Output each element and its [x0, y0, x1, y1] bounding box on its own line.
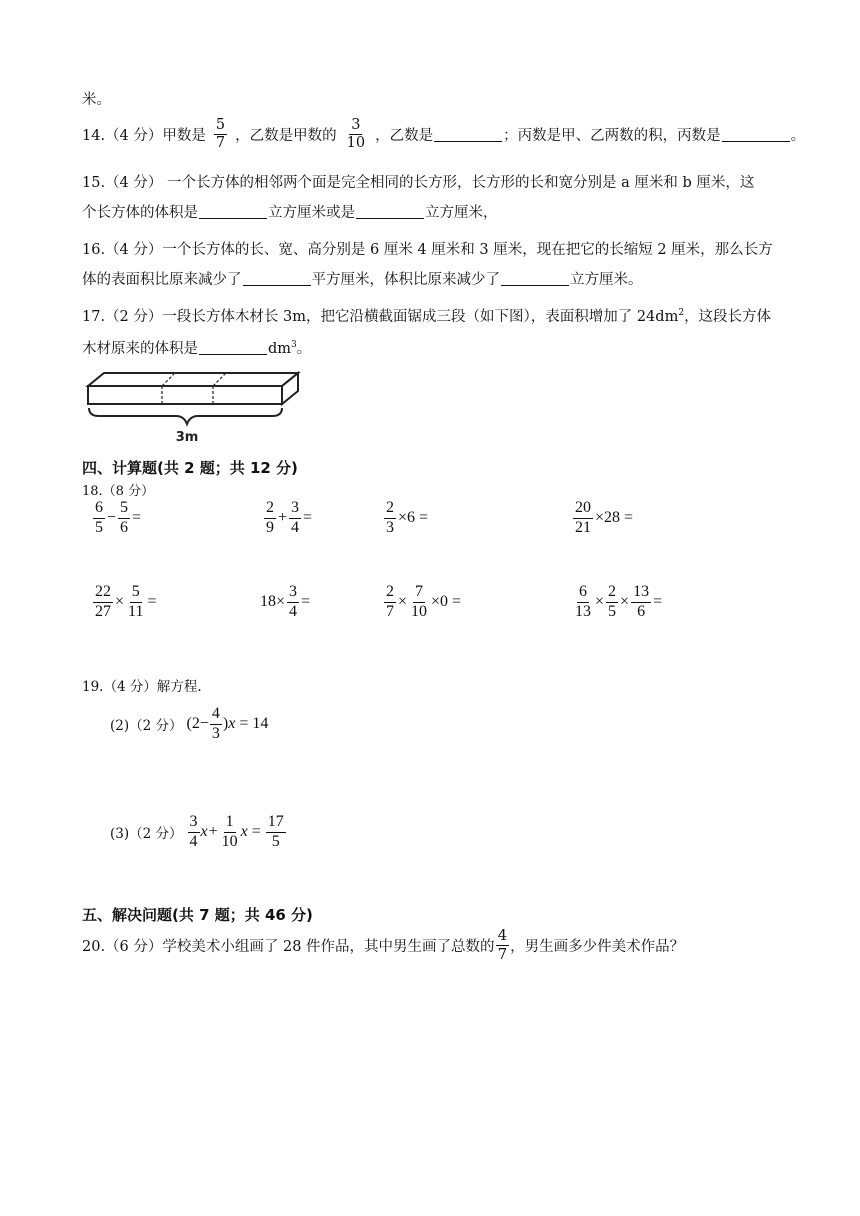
q15-text-1: 个长方体的体积是	[82, 205, 198, 221]
variable-x: x	[240, 823, 248, 841]
q14-fraction-1	[214, 118, 227, 151]
fraction-numerator: 1	[224, 814, 236, 833]
fraction-denominator: 21	[575, 518, 591, 536]
calc-a	[92, 500, 142, 537]
q20-fraction	[496, 928, 510, 963]
question-14	[82, 118, 805, 151]
operator: ×	[115, 593, 125, 611]
q16-text-1: 体的表面积比原来减少了	[82, 272, 242, 288]
q16-text-2: 平方厘米，体积比原来减少了	[311, 272, 500, 288]
superscript: 3	[291, 340, 297, 351]
fraction-denominator: 9	[266, 518, 274, 536]
operator: +	[208, 823, 218, 841]
fraction-numerator: 2	[384, 584, 396, 603]
expression-tail: ×28 =	[595, 509, 634, 527]
fraction-numerator: 2	[264, 500, 276, 519]
calc-g	[383, 584, 462, 621]
q17-text-3: 木材原来的体积是	[82, 341, 198, 357]
question-16-line-1: 16.（4 分）一个长方体的长、宽、高分别是 6 厘米 4 厘米和 3 厘米，现在把它的长缩短 2 厘米，那么长方	[82, 242, 773, 258]
fraction-numerator: 7	[413, 584, 425, 603]
fraction-numerator: 17	[266, 814, 286, 833]
expression-head: 18×	[260, 593, 286, 611]
fraction-numerator: 13	[631, 584, 651, 603]
calc-d	[572, 500, 634, 537]
section-4-title: 四、计算题(共 2 题；共 12 分)	[82, 459, 298, 477]
fraction-denominator: 27	[95, 602, 111, 620]
fraction-denominator: 5	[608, 602, 617, 620]
fraction-numerator: 4	[497, 926, 508, 944]
equation-3-label: (3)（2 分）	[110, 826, 183, 843]
fraction-denominator: 6	[120, 518, 129, 536]
operator: +	[278, 509, 288, 527]
q15-text-3: 立方厘米，	[425, 205, 498, 221]
fraction-numerator: 5	[130, 584, 142, 603]
calc-f	[259, 584, 311, 621]
fraction-denominator: 4	[189, 832, 198, 850]
fraction-denominator: 7	[497, 944, 508, 963]
fraction-numerator: 6	[93, 500, 105, 519]
equals-sign: =	[303, 509, 313, 527]
equals-sign: =	[132, 509, 142, 527]
q14-fraction-2	[345, 118, 367, 151]
answer-blank[interactable]	[356, 204, 424, 219]
equation-head: (2−	[186, 715, 209, 733]
question-17-line-1	[82, 305, 771, 326]
section-5-title: 五、解决问题(共 7 题；共 46 分)	[82, 906, 313, 924]
q20-text-2: ，男生画多少件美术作品？	[510, 938, 685, 955]
q17-text-1: 17.（2 分）一段长方体木材长 3m，把它沿横截面锯成三段（如下图），表面积增加了 24dm	[82, 309, 679, 325]
fraction-denominator: 4	[291, 518, 300, 536]
equation-2-label: (2)（2 分）	[110, 718, 183, 735]
fraction-numerator: 2	[384, 500, 396, 519]
figure-label: 3m	[175, 430, 199, 445]
equals-sign: =	[653, 593, 663, 611]
expression-tail: ×0 =	[431, 593, 462, 611]
q20-text-1: 20.（6 分）学校美术小组画了 28 件作品，其中男生画了总数的	[82, 938, 495, 955]
answer-blank[interactable]	[243, 271, 311, 286]
question-18-label: 18.（8 分）	[82, 484, 155, 499]
text-line-continuation: 米。	[82, 92, 111, 108]
operator: ×	[398, 593, 408, 611]
fraction-denominator: 10	[221, 832, 238, 850]
answer-blank[interactable]	[434, 127, 502, 142]
fraction-numerator: 3	[188, 814, 200, 833]
q17-unit: dm	[268, 341, 292, 357]
fraction-denominator: 5	[95, 518, 103, 536]
q15-text-2: 立方厘米或是	[268, 205, 355, 221]
calc-e	[92, 584, 157, 621]
question-19-label: 19.（4 分）解方程.	[82, 679, 202, 695]
q14-end: 。	[790, 128, 806, 145]
calc-h	[572, 584, 663, 621]
fraction-numerator: 4	[210, 706, 222, 725]
operator: −	[107, 509, 117, 527]
fraction-numerator: 5	[118, 500, 130, 519]
q14-part2: ；丙数是甲、乙两数的积，丙数是	[503, 128, 721, 145]
calc-b	[263, 500, 313, 537]
fraction-denominator: 10	[346, 135, 366, 152]
q16-text-3: 立方厘米。	[570, 272, 643, 288]
fraction-denominator: 10	[411, 602, 428, 620]
equals-sign: =	[247, 823, 265, 841]
q14-part1: ，乙数是	[375, 128, 434, 145]
variable-x: x	[200, 823, 208, 841]
operator: ×	[620, 593, 630, 611]
fraction-numerator: 3	[289, 500, 301, 519]
wood-beam-figure	[84, 368, 304, 446]
equals-sign: =	[301, 593, 311, 611]
question-17-line-2	[82, 337, 311, 358]
calc-c	[383, 500, 429, 537]
question-15-line-1: 15.（4 分） 一个长方体的相邻两个面是完全相同的长方形，长方形的长和宽分别是 a 厘米和 b 厘米，这	[82, 175, 755, 191]
fraction-denominator: 5	[271, 832, 280, 850]
fraction-denominator: 7	[215, 135, 226, 152]
expression-tail: ×6 =	[398, 509, 429, 527]
q14-prefix: 14.（4 分）甲数是	[82, 128, 206, 145]
fraction-numerator: 2	[606, 584, 618, 603]
equals-sign: =	[147, 593, 157, 611]
q14-mid: ，乙数是甲数的	[235, 128, 337, 145]
fraction-denominator: 4	[289, 602, 298, 620]
fraction-numerator: 3	[349, 118, 362, 135]
equation-3	[110, 814, 287, 851]
answer-blank[interactable]	[722, 127, 790, 142]
fraction-numerator: 20	[573, 500, 593, 519]
q17-end: 。	[296, 341, 312, 357]
fraction-numerator: 5	[214, 118, 227, 135]
fraction-numerator: 6	[577, 584, 589, 603]
equation-2	[110, 706, 268, 743]
fraction-denominator: 6	[637, 602, 646, 620]
closing-paren: )	[222, 715, 229, 733]
answer-blank[interactable]	[199, 204, 267, 219]
fraction-denominator: 3	[386, 518, 394, 536]
question-20	[82, 928, 684, 963]
fraction-denominator: 3	[211, 724, 220, 742]
question-15-line-2	[82, 201, 498, 222]
answer-blank[interactable]	[501, 271, 569, 286]
fraction-denominator: 11	[128, 602, 144, 620]
fraction-denominator: 13	[575, 602, 591, 620]
fraction-denominator: 7	[386, 602, 394, 620]
answer-blank[interactable]	[199, 340, 267, 355]
fraction-numerator: 3	[287, 584, 299, 603]
question-16-line-2	[82, 268, 643, 289]
equation-tail: = 14	[235, 715, 269, 733]
q17-text-2: ，这段长方体	[684, 309, 772, 325]
fraction-numerator: 22	[93, 584, 113, 603]
superscript: 2	[678, 308, 685, 319]
operator: ×	[595, 593, 605, 611]
variable-x: x	[228, 715, 236, 733]
